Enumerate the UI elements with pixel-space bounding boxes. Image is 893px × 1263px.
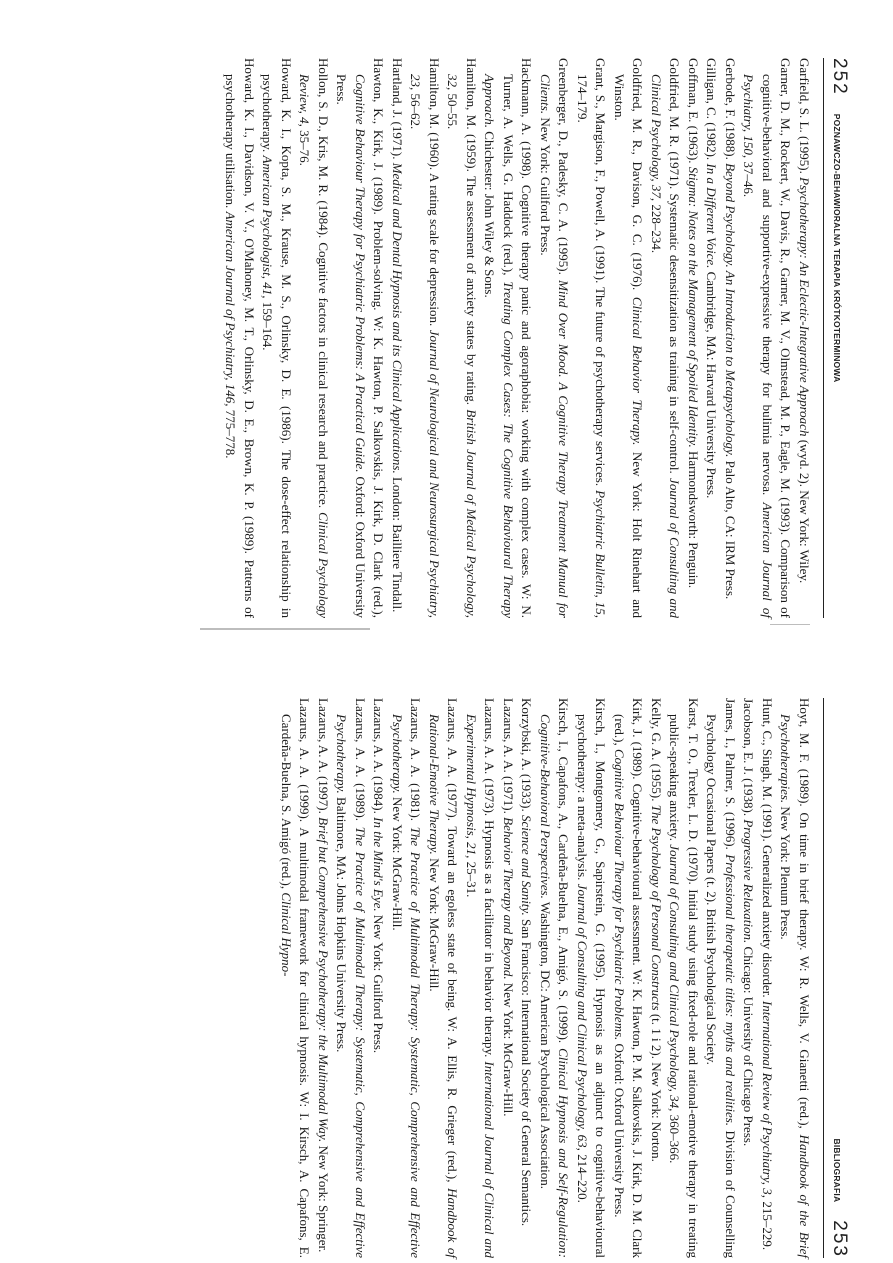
page-253 [90,698,850,1258]
reference-text: Hollon, S. D., Kris, M. R. (1984). Cognitive factors in clinical research and practice. [316,58,331,513]
reference-list [221,58,813,618]
reference-title: Journal of Neurological and Neurosurgical Psychiatry, 23, [408,74,442,618]
reference-title: American Journal of Psychiatry, 150, [741,74,775,619]
reference-publisher: 50–55. [445,90,461,130]
reference-text: Korzybski, A. (1933). [519,698,535,815]
reference-title: Professional therapeutic titles: myths and realities. [723,854,738,1127]
reference-title: Clinical Behavior Therapy. [630,296,646,446]
reference-text: Kirsch, I., Montgomery, G., Sapirstein, G. (1995). Hypnosis as an adjunct to cognitive-behavioural psychotherapy: a meta-analysis. [575,698,609,1258]
reference-title: British Journal of Medical Psychology, 32, [445,74,479,618]
reference-title: In the Mind's Eye. [371,817,387,912]
reference-entry [758,698,777,1258]
reference-text: Lazarus, A. A. (1973). Hypnosis as a facilitator in behavior therapy. [482,698,498,1062]
reference-entry [314,698,333,1258]
reference-title: Mind Over Mood. A Cognitive Therapy Treatment Manual for Clients. [538,74,572,618]
reference-publisher: (t. 1 i 2). New York: Norton. [649,1010,664,1162]
reference-text: Goffman, E. (1963). [686,58,701,167]
reference-entry [647,698,666,1258]
reference-entry [739,58,795,618]
reference-publisher: Washington, DC: American Psychological Association. [538,898,553,1189]
reference-text: Grant, S., Margison, F., Powell, A. (1991). The future of psychotherapy services. [593,58,609,491]
reference-text: Hunt, C., Singh, M. (1991). Generalized anxiety disorder. [760,698,775,1001]
reference-entry [499,698,518,1258]
reference-text: Lazarus, A. A. (1997). [316,698,331,818]
reference-entry [388,58,407,618]
reference-publisher: 775–778. [223,406,239,459]
reference-text: Hamilton, M. (1960). A rating scale for depression. [427,58,442,330]
reference-text: Kirk, J. (1989). Cognitive-behavioural assessment. W: K. Hawton, P. M. Salkovskis, J. Kirk, D. M. Clark (red.), [612,698,646,1258]
reference-text: Hawton, K., Kirk, J. (1989). Problem-solving. W: K. Hawton, P. Salkovskis, J. Kirk, D. Clark (red.), [371,58,387,618]
reference-publisher: 360–366. [667,1111,683,1164]
reference-publisher: London: Bailliere Tindall. [390,473,405,613]
reference-entry [480,58,536,618]
reference-publisher: New York: McGraw-Hill. [390,793,405,931]
reference-text: Hackmann, A. (1998). Cognitive therapy panic and agoraphobia: working with complex cases. W: N. Turner, A. Wells, G. Haddock (red.), [501,58,535,618]
reference-title: Journal of Consulting and Clinical Psychology, 37, [649,74,683,618]
reference-text: Kirsch, I., Capafons, A., Cardeña-Buelna, E., Amigó, S. (1999). [556,698,572,1049]
reference-publisher: Baltimore, MA: Johns Hopkins University Press. [334,793,350,1053]
reference-title: Journal of Consulting and Clinical Psychology, 63, [575,883,590,1151]
reference-publisher: 35–76. [297,126,313,166]
reference-text: Hoyt, M. F. (1989). On time in brief therapy. W: R. Wells, V. Gianetti (red.), [797,698,812,1135]
reference-entry [369,698,388,1258]
reference-entry [443,58,480,618]
reference-publisher: 25–31. [464,858,479,898]
scan-gutter-mark [200,628,370,630]
reference-text: Karst, T. O., Trexler, L. D. (1970). Initial study using fixed-role and rational-emotive therapy in treating public-speaking anxiety. [667,698,701,1258]
reference-title: Psychiatric Bulletin, 15, [593,490,609,618]
reference-title: Clinical Psychology Review, 4, [297,74,331,618]
reference-entry [721,58,740,618]
reference-title: Beyond Psychology. An Introduction to Metapsychology. [723,163,738,458]
reference-entry [332,58,388,618]
reference-title: Brief but Comprehensive Psychotherapy: the Multimodal Way. [316,817,331,1143]
reference-title: In a Different Voice. [704,163,720,269]
reference-publisher: Oxford: Oxford University Press. [334,74,368,618]
reference-entry [388,698,425,1258]
reference-entry [702,58,721,618]
reference-publisher: Oxford: Oxford University Press. [612,1040,627,1218]
reference-title: Handbook of Rational-Emotive Therapy. [427,714,461,1258]
page-252 [90,58,850,618]
reference-publisher: Chichester: John Wiley & Sons. [482,128,498,298]
running-head-title: POZNAWCZO-BEHAWIORALNA TERAPIA KRÓTKOTERMINOWA [832,113,842,383]
reference-title: American Journal of Psychiatry, 146, [223,211,239,407]
reference-title: The Psychology of Personal Constructs [649,804,664,1011]
reference-entry [536,698,573,1258]
reference-text: Greenberger, D., Padesky, C. A. (1995). [556,58,572,281]
reference-publisher: 56–62. [408,90,424,130]
reference-title: The Practice of Multimodal Therapy: Systematic, Comprehensive and Effective Psychotherapy. [390,714,424,1258]
reference-publisher: New York: McGraw-Hill. [427,854,442,992]
reference-title: Psychotherapy: An Eclectic-Integrative Approach [797,177,812,437]
reference-entry [665,698,702,1258]
reference-entry [332,698,369,1258]
reference-entry [610,58,647,618]
reference-list [277,698,814,1258]
reference-publisher: New York: Plenum Press. [778,803,794,940]
reference-entry [702,698,739,1258]
reference-entry [739,698,758,1258]
reference-entry [795,58,814,618]
reference-title: The Practice of Multimodal Therapy: Systematic, Comprehensive and Effective Psychotherapy. [334,714,368,1258]
reference-entry [221,58,258,618]
reference-entry [776,698,813,1258]
running-head-title: BIBLIOGRAFIA [832,1138,842,1203]
reference-entry [610,698,647,1258]
reference-text: Howard, K. I., Kopta, S. M., Krause, M. S., Orlinsky, D. E. (1986). The dose-effect relationship in psychotherapy. [260,58,294,618]
reference-text: Lazarus, A. A. (1984). [371,698,387,818]
reference-entry [277,698,314,1258]
reference-publisher: San Francisco: International Society of General Semantics. [519,915,535,1227]
reference-entry [406,58,443,618]
reference-title: Stigma: Notes on the Management of Spoiled Identity. [686,166,701,448]
reference-publisher: Cambridge, MA: Harvard University Press. [704,268,720,499]
reference-publisher: Harmondsworth: Penguin. [686,447,701,589]
reference-title: Progressive Relaxation. [741,819,757,944]
reference-entry [462,698,499,1258]
page-number: 252 [829,58,850,96]
reference-title: Clinical Hypnosis and Self-Regulation: Cognitive-Behavioral Perspectives. [538,714,572,1258]
reference-title: Treating Complex Cases: The Cognitive Behavioural Therapy Approach. [482,74,516,619]
reference-title: Medical and Dental Hypnosis and its Clinical Applications. [390,162,405,474]
reference-publisher: (wyd. 2). New York: Wiley. [797,436,812,584]
reference-text: Lazarus, A. A. (1971). [501,698,516,818]
reference-entry [536,58,573,618]
reference-publisher: Chicago: University of Chicago Press. [741,943,757,1147]
reference-publisher: 37–46. [741,158,757,198]
reference-text: Garner, D. M., Rockert, W., Davis, R., Garner, M. V., Olmstead, M. P., Eagle, M. (1993). Comparison of cognitive-behavioral and supportive-expressive therapy for bulimia nervosa. [760,58,794,618]
reference-entry [425,698,462,1258]
reference-publisher: New York: Holt Rinehart and Winston. [612,74,646,618]
reference-publisher: 159–164. [260,298,276,351]
reference-text: Garfield, S. L. (1995). [797,58,812,178]
reference-entry [647,58,684,618]
reference-title: Science and Sanity. [519,815,535,916]
reference-title: Cognitive Behaviour Therapy for Psychiatric Problems. [612,749,627,1041]
reference-publisher: New York: Guilford Press. [371,911,387,1054]
scan-gutter-mark [770,624,810,625]
reference-title: American Psychologist, 41, [260,155,276,299]
reference-entry [295,58,332,618]
reference-text: Goldfried, M. R., Davison, G. C. (1976). [630,58,646,297]
reference-publisher: 215–229. [760,1198,775,1251]
reference-text: Hamilton, M. (1959). The assessment of anxiety states by rating. [464,58,479,410]
page-number: 253 [829,1220,850,1258]
reference-publisher: New York: Guilford Press. [538,114,553,256]
reference-publisher: New York: Springer. [316,1142,331,1253]
reference-publisher: Palo Alto, CA: IRM Press. [723,457,738,600]
reference-text: Lazarus, A. A. (1981). [408,698,424,827]
reference-text: James, I., Palmer, S. (1996). [723,698,738,855]
reference-entry [684,58,703,618]
reference-text: Lazarus, A. A. (1989). [353,698,368,827]
reference-text: Howard, K. I., Davidson, V. V., O'Mahoney, M. T., Orlinsky, D. E., Brown, K. P. (1989). Patterns of psychotherapy utilisation. [223,58,257,618]
reference-text: Jacobson, E. J. (1938). [741,698,757,820]
reference-publisher: Division of Counselling Psychology Occasional Papers (t. 2). British Psychological Society. [704,714,738,1258]
running-head [823,698,850,1258]
running-head [823,58,850,618]
reference-text: Kelly, G. A. (1955). [649,698,664,805]
reference-publisher: New York: McGraw-Hill. [501,979,516,1117]
reference-text: Hartland, J. (1971). [390,58,405,163]
reference-publisher: 174–179. [575,74,590,123]
reference-title: Journal of Consulting and Clinical Psychology, 34, [667,844,683,1112]
reference-entry [258,58,295,618]
reference-entry [573,58,610,618]
reference-title: International Review of Psychiatry, 3, [760,1000,775,1199]
reference-title: International Journal of Clinical and Experimental Hypnosis, 21, [464,714,498,1258]
reference-text: Gilligan, C. (1982). [704,58,720,164]
reference-publisher: 228–234. [649,201,664,254]
reference-entry [517,698,536,1258]
reference-entry [573,698,610,1258]
reference-publisher: 214–220. [575,1150,590,1203]
reference-text: Lazarus, A. A. (1999). A multimodal framework for clinical hypnosis. W: I. Kirsch, A. Capafons, E. Cardeña-Buelna, S. Amigó (red.), [279,698,313,1258]
reference-title: Cognitive Behaviour Therapy for Psychiatric Problems: A Practical Guide. [353,74,368,473]
reference-title: Handbook of the Brief Psychotherapies. [778,714,812,1258]
reference-text: Goldfried, M. R. (1971). Systematic desensitization as training in self-control. [667,58,683,479]
reference-text: Lazarus, A. A. (1977). Toward an egoless state of being. W: A. Ellis, R. Grieger (red.), [445,698,461,1189]
reference-text: Gerbode, F. (1988). [723,58,738,164]
reference-title: Behavior Therapy and Beyond. [501,817,516,980]
reference-title: Clinical Hypno- [279,892,294,977]
